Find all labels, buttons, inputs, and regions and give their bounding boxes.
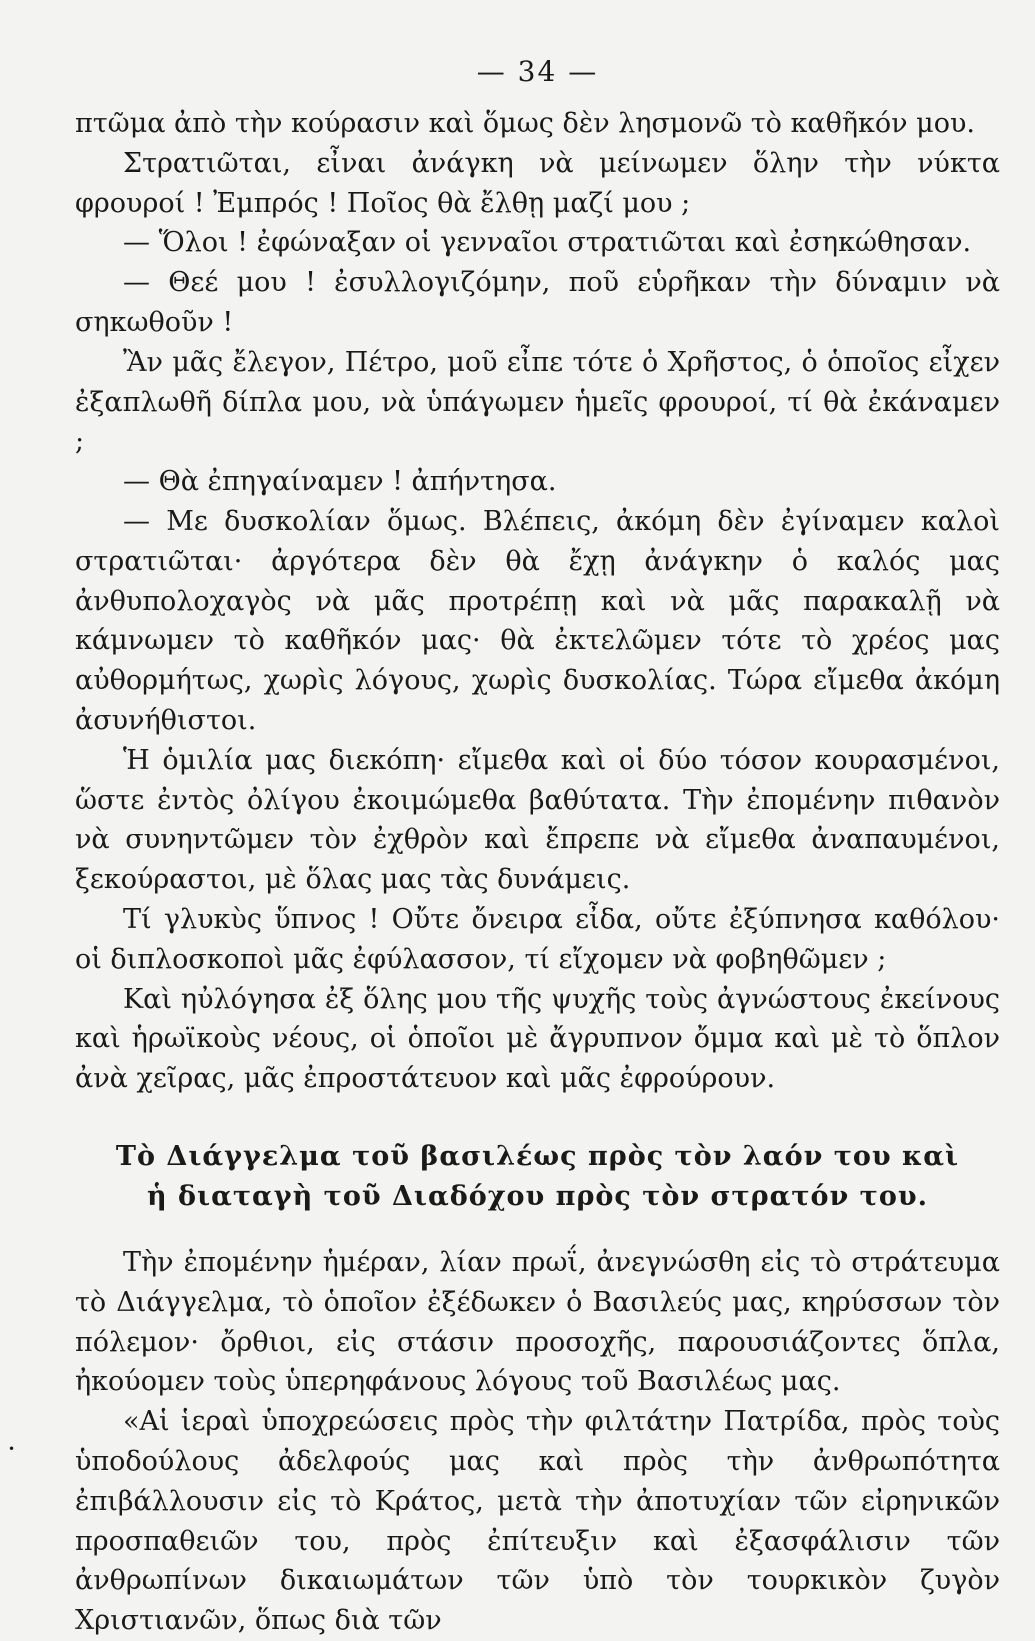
book-page (75, 55, 1000, 1641)
paragraph: — Με δυσκολίαν ὅμως. Βλέπεις, ἀκόμη δὲν ἐγίναμεν καλοὶ στρατιῶται· ἀργότερα δὲν θὰ ἔχῃ ἀνάγκην ὁ καλός μας ἀνθυπολοχαγὸς νὰ μᾶς προτρέπῃ καὶ νὰ μᾶς παρακαλῇ νὰ κάμνωμεν τὸ καθῆκόν μας· θὰ ἐκτελῶμεν τότε τὸ χρέος μας αὐθορμήτως, χωρὶς λόγους, χωρὶς δυσκολίας. Τώρα εἴμεθα ἀκόμη ἀσυνήθιστοι. (75, 505, 1000, 736)
page-number: — 34 — (476, 55, 599, 88)
paragraph: «Αἱ ἱεραὶ ὑποχρεώσεις πρὸς τὴν φιλτάτην Πατρίδα, πρὸς τοὺς ὑποδούλους ἀδελφούς μας καὶ πρὸς τὴν ἀνθρωπότητα ἐπιβάλλουσιν εἰς τὸ Κράτος, μετὰ τὴν ἀποτυχίαν τῶν εἰρηνικῶν προσπαθειῶν του, πρὸς ἐπίτευξιν καὶ ἐξασφάλισιν τῶν ἀνθρωπίνων δικαιωμάτων τῶν ὑπὸ τὸν τουρκικὸν ζυγὸν Χριστιανῶν, ὅπως διὰ τῶν (75, 1406, 1000, 1637)
section-heading (75, 1137, 1000, 1217)
paragraph: Τί γλυκὺς ὕπνος ! Οὔτε ὄνειρα εἶδα, οὔτε ἐξύπνησα καθόλου· οἱ διπλοσκοποὶ μᾶς ἐφύλασσον, τί εἴχομεν νὰ φοβηθῶμεν ; (75, 903, 1000, 975)
paragraph: Στρατιῶται, εἶναι ἀνάγκη νὰ μείνωμεν ὅλην τὴν νύκτα φρουροί ! Ἐμπρός ! Ποῖος θὰ ἔλθῃ μαζί μου ; (75, 147, 1000, 219)
paragraph: — Ὅλοι ! ἐφώναξαν οἱ γενναῖοι στρατιῶται καὶ ἐσηκώθησαν. (123, 227, 972, 259)
body-text-bottom (75, 1243, 1000, 1641)
paragraph: Καὶ ηὐλόγησα ἐξ ὅλης μου τῆς ψυχῆς τοὺς ἀγνώστους ἐκείνους καὶ ἡρωϊκοὺς νέους, οἱ ὁποῖοι μὲ ἄγρυπνον ὄμμα καὶ μὲ τὸ ὅπλον ἀνὰ χεῖρας, μᾶς ἐπροστάτευον καὶ μᾶς ἐφρούρουν. (75, 983, 1000, 1095)
margin-dot-mark: • (8, 1442, 16, 1456)
paragraph: πτῶμα ἀπὸ τὴν κούρασιν καὶ ὅμως δὲν λησμονῶ τὸ καθῆκόν μου. (75, 108, 975, 139)
section-heading-line-1: Τὸ Διάγγελμα τοῦ βασιλέως πρὸς τὸν λαόν του καὶ (115, 1140, 960, 1172)
section-heading-line-2: ἡ διαταγὴ τοῦ Διαδόχου πρὸς τὸν στρατόν του. (146, 1180, 928, 1212)
paragraph: Ἡ ὁμιλία μας διεκόπη· εἴμεθα καὶ οἱ δύο τόσον κουρασμένοι, ὥστε ἐντὸς ὀλίγου ἐκοιμώμεθα βαθύτατα. Τὴν ἐπομένην πιθανὸν νὰ συνηντῶμεν τὸν ἐχθρὸν καὶ ἔπρεπε νὰ εἴμεθα ἀναπαυμένοι, ξεκούραστοι, μὲ ὅλας μας τὰς δυνάμεις. (75, 744, 1000, 896)
paragraph: — Θεέ μου ! ἐσυλλογιζόμην, ποῦ εὑρῆκαν τὴν δύναμιν νὰ σηκωθοῦν ! (75, 267, 1000, 338)
paragraph: — Θὰ ἐπηγαίναμεν ! ἀπήντησα. (123, 466, 557, 498)
paragraph: Τὴν ἐπομένην ἡμέραν, λίαν πρωΐ, ἀνεγνώσθη εἰς τὸ στράτευμα τὸ Διάγγελμα, τὸ ὁποῖον ἐξέδωκεν ὁ Βασιλεύς μας, κηρύσσων τὸν πόλεμον· ὄρθιοι, εἰς στάσιν προσοχῆς, παρουσιάζοντες ὅπλα, ἠκούομεν τοὺς ὑπερηφάνους λόγους τοῦ Βασιλέως μας. (75, 1246, 1000, 1398)
body-text-top (75, 104, 1000, 1099)
paragraph: Ἂν μᾶς ἔλεγον, Πέτρο, μοῦ εἶπε τότε ὁ Χρῆστος, ὁ ὁποῖος εἶχεν ἐξαπλωθῆ δίπλα μου, νὰ ὑπάγωμεν ἡμεῖς φρουροί, τί θὰ ἐκάναμεν ; (75, 346, 1000, 458)
